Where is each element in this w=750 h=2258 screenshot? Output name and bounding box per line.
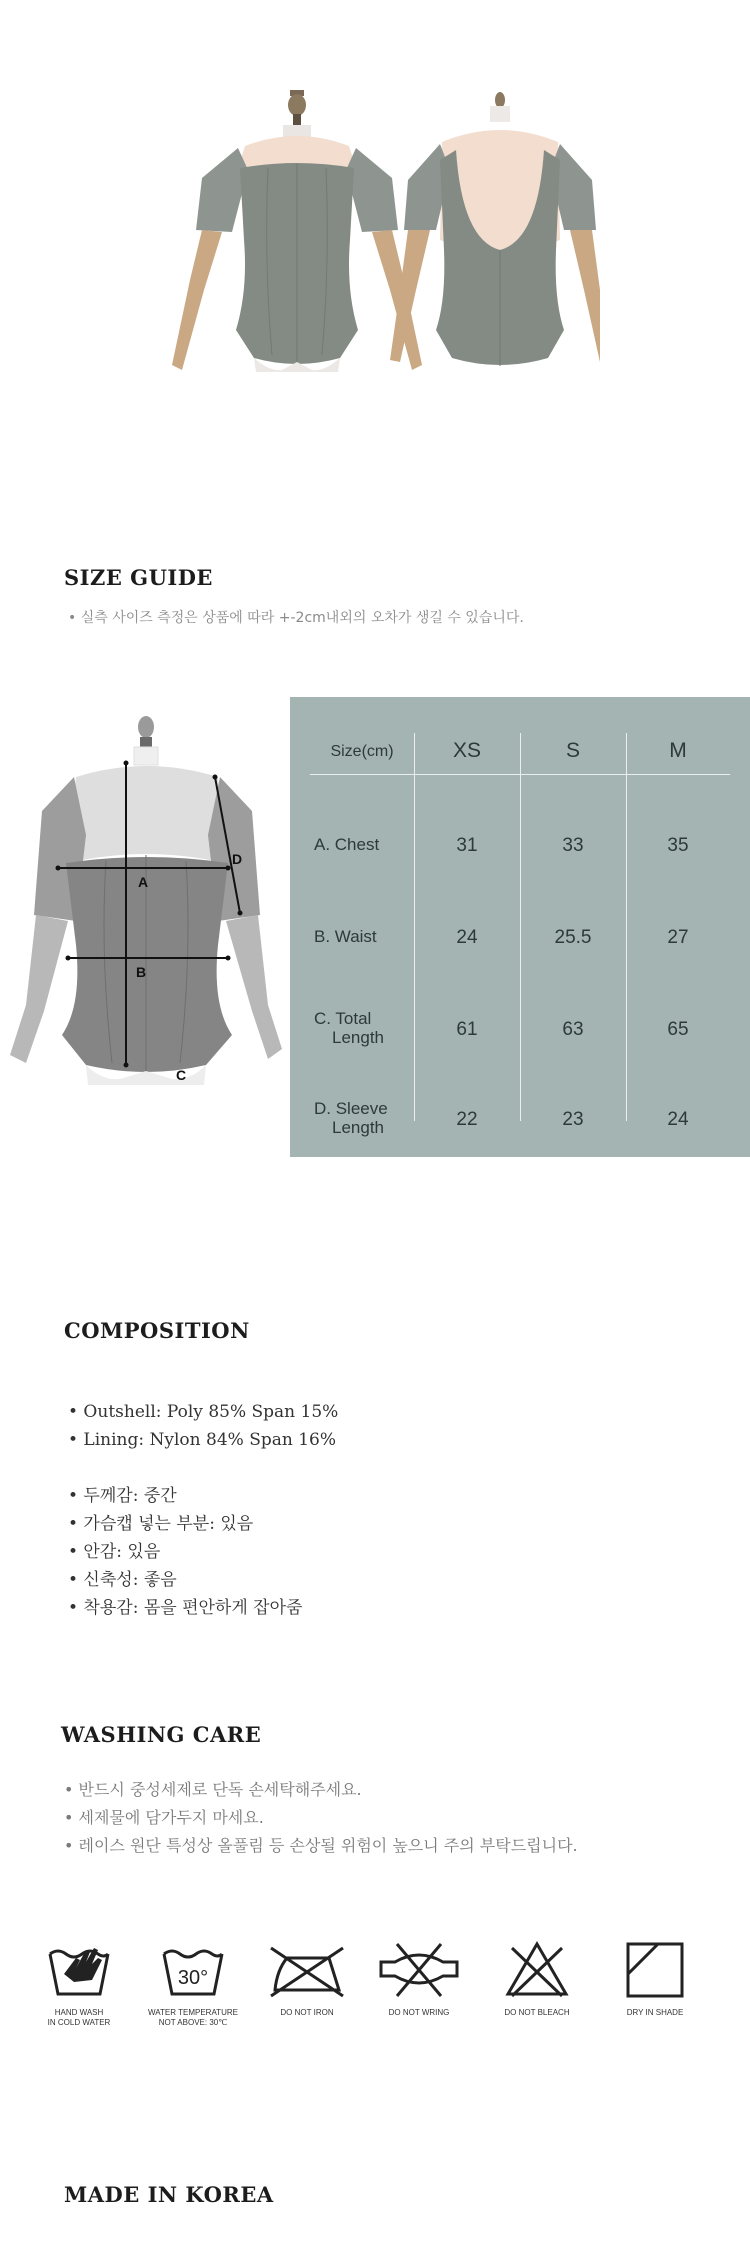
do-not-wring-icon-group: DO NOT WRING	[374, 1940, 464, 2018]
cell-sleeve-s: 23	[562, 1109, 584, 1130]
row-label-total-length	[314, 1009, 414, 1047]
cell-waist-m: 27	[667, 927, 689, 948]
care-instruction: • 세제물에 담가두지 마세요.	[64, 1808, 264, 1827]
cell-total-xs: 61	[456, 1019, 478, 1040]
do-not-wring-icon	[377, 1940, 461, 1998]
row-label-sleeve-line1: D. Sleeve	[314, 1099, 388, 1118]
header-size: Size(cm)	[330, 743, 394, 760]
care-instruction: • 레이스 원단 특성상 올풀림 등 손상될 위험이 높으니 주의 부탁드립니다.	[64, 1836, 578, 1855]
composition-title: COMPOSITION	[64, 1318, 250, 1343]
product-hero-image	[160, 90, 600, 420]
cell-sleeve-m: 24	[667, 1109, 689, 1130]
row-label-sleeve-length	[314, 1099, 414, 1137]
size-table	[310, 717, 730, 1137]
do-not-bleach-icon-group: DO NOT BLEACH	[492, 1940, 582, 2018]
composition-details-list	[68, 1482, 302, 1622]
washing-care-title: WASHING CARE	[61, 1722, 262, 1747]
label-b: B	[136, 964, 147, 980]
cell-total-s: 63	[562, 1019, 584, 1040]
svg-text:30°: 30°	[177, 1967, 209, 1989]
composition-fabric-list	[68, 1398, 338, 1454]
cell-waist-s: 25.5	[554, 927, 592, 948]
do-not-iron-icon	[269, 1940, 345, 1998]
header-m: M	[669, 739, 687, 762]
detail-item: • 착용감: 몸을 편안하게 잡아줌	[68, 1598, 303, 1618]
detail-item: • 안감: 있음	[68, 1542, 161, 1562]
label-a: A	[138, 874, 149, 890]
cell-chest-xs: 31	[456, 835, 478, 856]
header-s: S	[565, 739, 580, 762]
row-label-waist: B. Waist	[314, 927, 377, 946]
care-instruction: • 반드시 중성세제로 단독 손세탁해주세요.	[64, 1780, 362, 1799]
size-guide-note: • 실측 사이즈 측정은 상품에 따라 +-2cm내외의 오차가 생길 수 있습니다.	[68, 610, 524, 626]
cell-waist-xs: 24	[456, 927, 478, 948]
row-label-sleeve-line2: Length	[332, 1118, 384, 1137]
dry-in-shade-icon	[622, 1940, 688, 1998]
hand-wash-icon-group: HAND WASH IN COLD WATER	[34, 1940, 124, 2028]
washing-care-list	[64, 1776, 578, 1860]
do-not-bleach-icon	[504, 1940, 570, 1998]
hand-wash-icon	[46, 1940, 112, 1998]
detail-item: • 신축성: 좋음	[68, 1570, 177, 1590]
back-view-figure	[390, 92, 600, 366]
water-temperature-icon-group: 30° WATER TEMPERATURE NOT ABOVE: 30℃	[148, 1940, 238, 2028]
made-in-korea: MADE IN KOREA	[64, 2182, 274, 2207]
cell-sleeve-xs: 22	[456, 1109, 478, 1130]
composition-item: • Lining: Nylon 84% Span 16%	[68, 1430, 336, 1450]
row-label-total-line1: C. Total	[314, 1009, 372, 1028]
header-xs: XS	[452, 739, 481, 762]
front-view-figure	[172, 90, 422, 372]
dry-in-shade-icon-group: DRY IN SHADE	[610, 1940, 700, 2018]
size-table-panel	[290, 697, 750, 1157]
row-label-total-line2: Length	[332, 1028, 384, 1047]
cell-chest-m: 35	[667, 835, 689, 856]
row-label-chest: A. Chest	[314, 835, 380, 854]
label-d: D	[232, 851, 243, 867]
measurement-diagram	[6, 715, 284, 1095]
water-temperature-icon	[160, 1940, 226, 1998]
cell-chest-s: 33	[562, 835, 584, 856]
do-not-iron-icon-group: DO NOT IRON	[262, 1940, 352, 2018]
size-guide-title: SIZE GUIDE	[64, 565, 213, 590]
label-c: C	[176, 1067, 187, 1083]
detail-item: • 두께감: 중간	[68, 1486, 177, 1506]
detail-item: • 가슴캡 넣는 부분: 있음	[68, 1514, 254, 1534]
cell-total-m: 65	[667, 1019, 689, 1040]
composition-item: • Outshell: Poly 85% Span 15%	[68, 1402, 339, 1422]
